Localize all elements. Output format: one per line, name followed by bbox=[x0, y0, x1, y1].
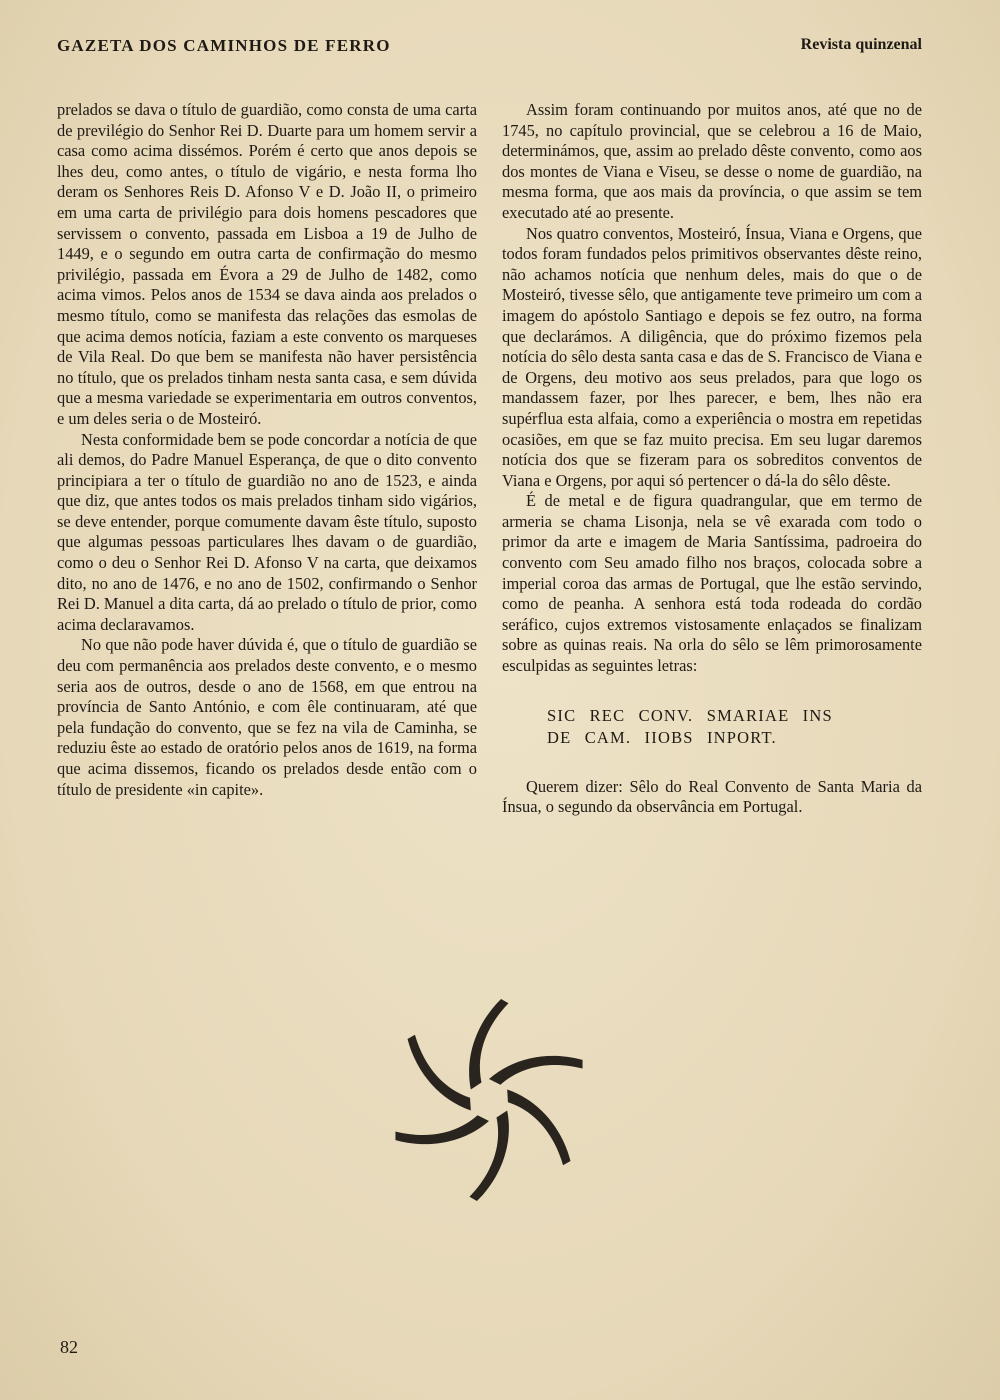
running-header bbox=[57, 36, 922, 60]
journal-subtitle: Revista quinzenal bbox=[800, 36, 922, 53]
ornament-arm bbox=[489, 1056, 583, 1085]
swirl-ornament-icon bbox=[384, 995, 594, 1205]
right-column bbox=[502, 100, 922, 818]
paragraph: prelados se dava o título de guardião, como consta de uma carta de previlégio do Senhor Rei D. Duarte para um homem servir a casa como acima dissémos. Porém é certo que anos depois se lhes deu, como antes, o título de vigário, e nesta forma lho deram os Senhores Reis D. Afonso V e D. João II, o primeiro em uma carta de privilégio para dois homens pescadores que servissem o convento, passada em Lisboa a 19 de Julho de 1449, e o segundo em outra carta de confirmação do mesmo privilégio, passada em Évora a 29 de Julho de 1482, como acima vimos. Pelos anos de 1534 se dava ainda aos prelados o mesmo título, como se manifesta das relações das esmolas de que acima demos notícia, faziam a este convento os marqueses de Vila Real. Do que bem se manifesta não haver persistência no título, que os prelados tinham nesta santa casa, e sem dúvida que a mesma variedade se experimentaria em outros conventos, e um deles seria o de Mosteiró. bbox=[57, 100, 477, 428]
page-number: 82 bbox=[60, 1337, 78, 1357]
paragraph: Nesta conformidade bem se pode concordar a notícia de que ali demos, do Padre Manuel Esperança, de que o dito convento principiara a ter o título de guardião no ano de 1523, e ainda que diz, que antes todos os mais prelados tinham sido vigários, se deve entender, porque comumente davam êste título, suposto que algumas pessoas particulares lhes davam o de guardião, como o deu o Senhor Rei D. Afonso V na carta, que deixamos dito, no ano de 1476, e no ano de 1502, confirmando o Senhor Rei D. Manuel a dita carta, dá ao prelado o título de prior, como acima declaravamos. bbox=[57, 429, 477, 634]
ornament-arm bbox=[451, 997, 523, 1092]
inscription-line: SIC REC CONV. SMARIAE INS bbox=[547, 705, 833, 725]
inscription-line: DE CAM. IIOBS INPORT. bbox=[547, 727, 777, 747]
left-column bbox=[57, 100, 477, 800]
seal-inscription bbox=[547, 705, 922, 749]
ornament-arm bbox=[455, 1108, 527, 1203]
journal-title: GAZETA DOS CAMINHOS DE FERRO bbox=[57, 36, 391, 55]
paragraph: É de metal e de figura quadrangular, que em termo de armeria se chama Lisonja, nela se vê exarada com todo o primor da arte e imagem de Maria Santíssima, padroeira do convento com Seu amado filho nos braços, colocada sobre a imperial coroa das armas de Portugal, que lhe estão servindo, como de peanha. A senhora está toda rodeada do cordão seráfico, cujos extremos vistosamente enlaçados se finalizam sobre as quinas reais. Na orla do sêlo se lêm primorosamente esculpidas as seguintes letras: bbox=[502, 491, 922, 676]
paragraph: Nos quatro conventos, Mosteiró, Ínsua, Viana e Orgens, que todos foram fundados pelos primitivos observantes dêste reino, não achamos notícia que nenhum deles, mais do que o de Mosteiró, tivesse sêlo, que antigamente teve primeiro um com a imagem do apóstolo Santiago e depois se fez outro, na forma que declarámos. A diligência, que do próximo fizemos pela notícia do sêlo desta santa casa e das de S. Francisco de Viana e de Orgens, deu motivo aos seus prelados, para que logo os mandassem fazer, por lhes parecer, e bem, lhes não era supérflua esta alfaia, como a experiência o mostra em repetidas ocasiões, em que se faz muito precisa. Em seu lugar daremos notícia dos que se fizeram para os sobreditos conventos de Viana e Orgens, por aqui só pertencer o dá-la do sêlo dêste. bbox=[502, 223, 922, 490]
ornament-arm bbox=[502, 1078, 574, 1173]
paragraph: No que não pode haver dúvida é, que o título de guardião se deu com permanência aos prelados deste convento, e o mesmo seria aos de outros, desde o ano de 1568, em que entrou na província de Santo António, e com êle continuaram, até que pela fundação do convento, que se fez na vila de Caminha, se reduziu êste ao estado de oratório pelos anos de 1619, na forma que acima dissemos, ficando os prelados desde então com o título de presidente «in capite». bbox=[57, 635, 477, 799]
paragraph: Assim foram continuando por muitos anos, até que no de 1745, no capítulo provincial, que se celebrou a 16 de Maio, determinámos, que, assim ao prelado dêste convento, como aos dos montes de Viana e Viseu, se desse o nome de guardião, na mesma forma, que aos mais da província, o que assim se tem executado até ao presente. bbox=[502, 100, 922, 222]
paragraph: Querem dizer: Sêlo do Real Convento de Santa Maria da Ínsua, o segundo da observância em Portugal. bbox=[502, 776, 922, 817]
ornament-arm bbox=[404, 1027, 476, 1122]
ornament-arm bbox=[395, 1115, 489, 1144]
